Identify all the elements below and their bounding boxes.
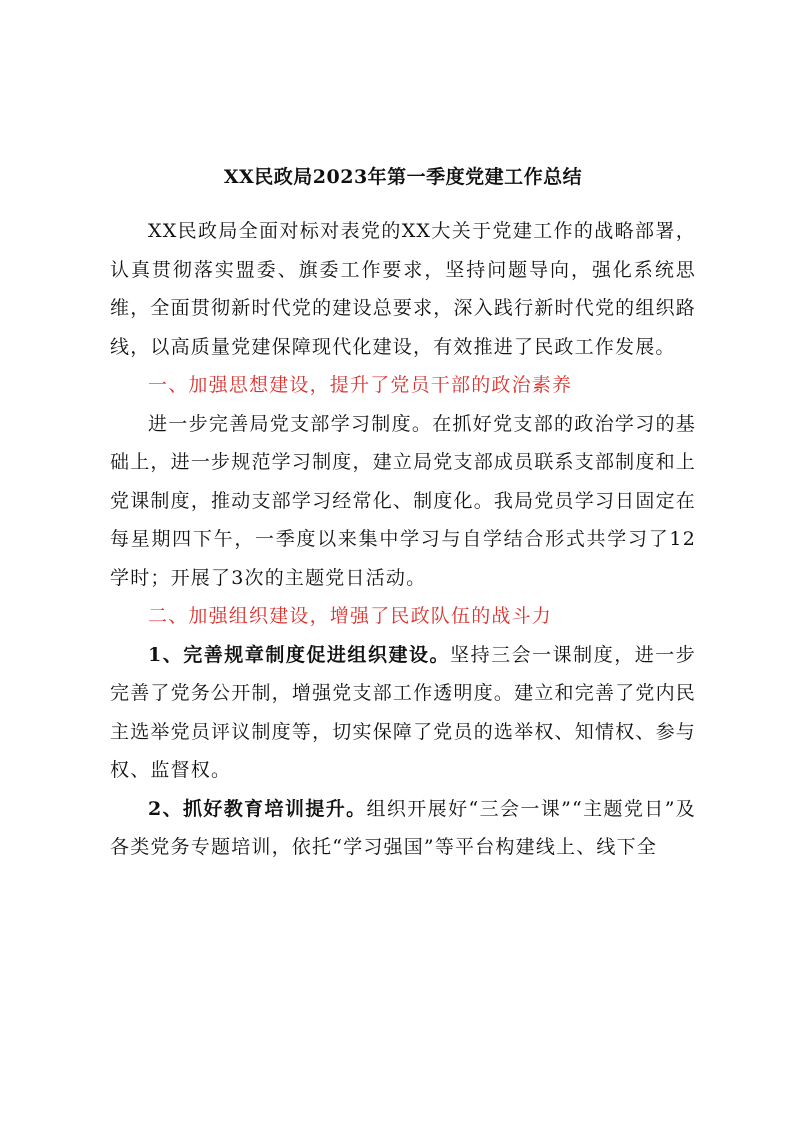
section-2-item-2-body: 组织开展好“三会一课”“主题党日”及各类党务专题培训，依托“学习强国”等平台构建线上、线下全 bbox=[110, 797, 696, 858]
document-page bbox=[110, 150, 696, 867]
section-1-body: 进一步完善局党支部学习制度。在抓好党支部的政治学习的基础上，进一步规范学习制度，建立局党支部成员联系支部制度和上党课制度，推动支部学习经常化、制度化。我局党员学习日固定在每星期四下午，一季度以来集中学习与自学结合形式共学习了12学时；开展了3次的主题党日活动。 bbox=[110, 412, 696, 589]
section-2-item-1 bbox=[110, 636, 696, 790]
section-2-item-2 bbox=[110, 790, 696, 867]
section-2-heading: 二、加强组织建设，增强了民政队伍的战斗力 bbox=[148, 605, 553, 627]
document-title: XX民政局2023年第一季度党建工作总结 bbox=[223, 166, 583, 188]
section-2-item-2-lead: 2、抓好教育培训提升。 bbox=[148, 797, 367, 820]
section-2-item-1-body: 坚持三会一课制度，进一步完善了党务公开制，增强党支部工作透明度。建立和完善了党内民主选举党员评议制度等，切实保障了党员的选举权、知情权、参与权、监督权。 bbox=[110, 643, 696, 781]
section-1-heading: 一、加强思想建设，提升了党员干部的政治素养 bbox=[148, 374, 573, 396]
section-2-item-1-lead: 1、完善规章制度促进组织建设。 bbox=[148, 643, 451, 666]
intro-paragraph: XX民政局全面对标对表党的XX大关于党建工作的战略部署，认真贯彻落实盟委、旗委工作要求，坚持问题导向，强化系统思维，全面贯彻新时代党的建设总要求，深入践行新时代党的组织路线，以高质量党建保障现代化建设，有效推进了民政工作发展。 bbox=[110, 220, 696, 358]
